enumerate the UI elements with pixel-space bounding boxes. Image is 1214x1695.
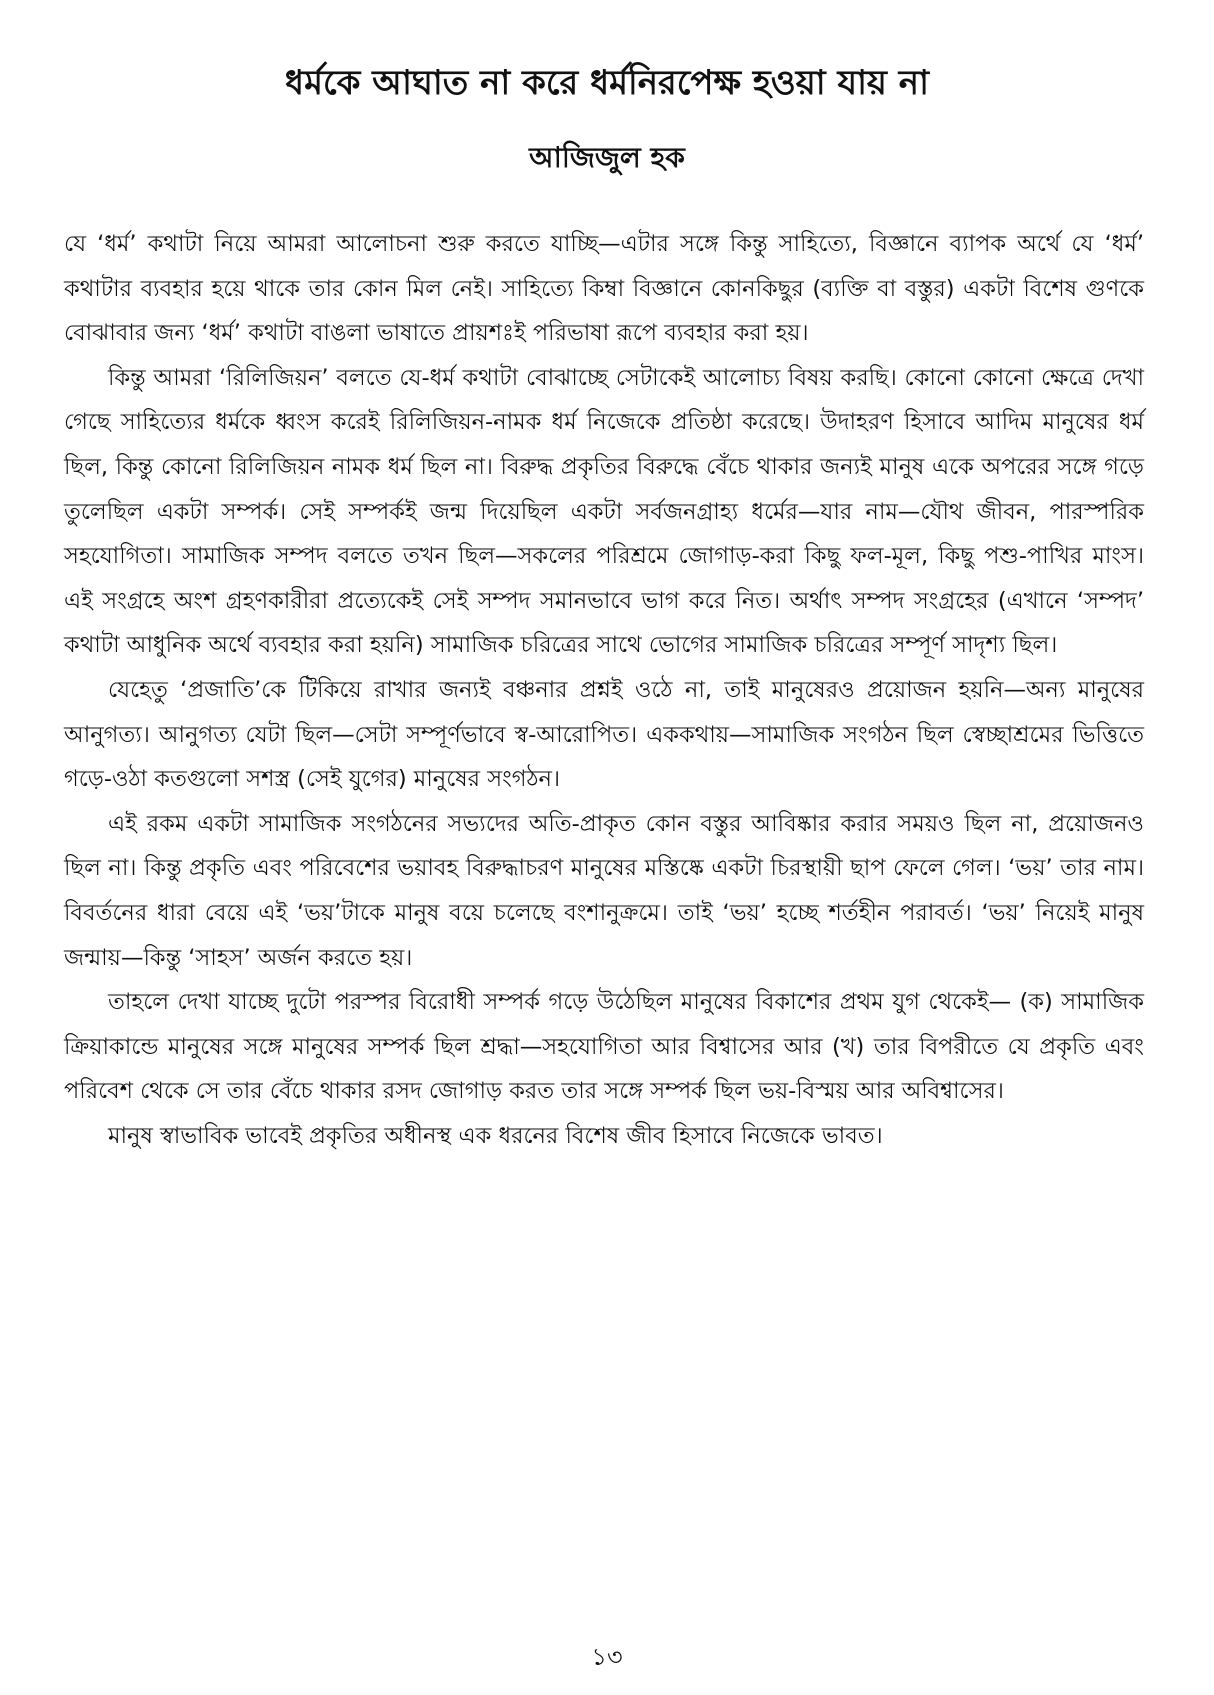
article-title: ধর্মকে আঘাত না করে ধর্মনিরপেক্ষ হওয়া যায় না [285, 63, 929, 103]
body-paragraph-4: এই রকম একটা সামাজিক সংগঠনের সভ্যদের অতি-প্রাকৃত কোন বস্তুর আবিষ্কার করার সময়ও ছিল না, প্রয়োজনও ছিল না। কিন্তু প্রকৃতি এবং পরিবেশের ভয়াবহ বিরুদ্ধাচরণ মানুষের মস্তিষ্কে একটা চিরস্থায়ী ছাপ ফেলে গেল। ‘ভয়’ তার নাম। বিবর্তনের ধারা বেয়ে এই ‘ভয়’টাকে মানুষ বয়ে চলেছে বংশানুক্রমে। তাই ‘ভয়’ হচ্ছে শর্তহীন পরাবর্ত। ‘ভয়’ নিয়েই মানুষ জন্মায়—কিন্তু ‘সাহস’ অর্জন করতে হয়। [64, 810, 1144, 971]
article-author: আজিজুল হক [529, 141, 685, 174]
body-paragraph-3: যেহেতু ‘প্রজাতি’কে টিকিয়ে রাখার জন্যই বঞ্চনার প্রশ্নই ওঠে না, তাই মানুষেরও প্রয়োজন হয়নি—অন্য মানুষের আনুগত্য। আনুগত্য যেটা ছিল—সেটা সম্পূর্ণভাবে স্ব-আরোপিত। এককথায়—সামাজিক সংগঠন ছিল স্বেচ্ছাশ্রমের ভিত্তিতে গড়ে-ওঠা কতগুলো সশস্ত্র (সেই যুগের) মানুষের সংগঠন। [64, 676, 1144, 793]
body-paragraph-5: তাহলে দেখা যাচ্ছে দুটো পরস্পর বিরোধী সম্পর্ক গড়ে উঠেছিল মানুষের বিকাশের প্রথম যুগ থেকেই— (ক) সামাজিক ক্রিয়াকান্ডে মানুষের সঙ্গে মানুষের সম্পর্ক ছিল শ্রদ্ধা—সহযোগিতা আর বিশ্বাসের আর (খ) তার বিপরীতে যে প্রকৃতি এবং পরিবেশ থেকে সে তার বেঁচে থাকার রসদ জোগাড় করত তার সঙ্গে সম্পর্ক ছিল ভয়-বিস্ময় আর অবিশ্বাসের। [64, 989, 1144, 1105]
body-paragraph-6: মানুষ স্বাভাবিক ভাবেই প্রকৃতির অধীনস্থ এক ধরনের বিশেষ জীব হিসাবে নিজেকে ভাবত। [108, 1122, 883, 1149]
page-number: ১৩ [591, 1643, 623, 1671]
body-paragraph-2: কিন্তু আমরা ‘রিলিজিয়ন’ বলতে যে-ধর্ম কথাটা বোঝাচ্ছে সেটাকেই আলোচ্য বিষয় করছি। কোনো কোনো ক্ষেত্রে দেখা গেছে সাহিত্যের ধর্মকে ধ্বংস করেই রিলিজিয়ন-নামক ধর্ম নিজেকে প্রতিষ্ঠা করেছে। উদাহরণ হিসাবে আদিম মানুষের ধর্ম ছিল, কিন্তু কোনো রিলিজিয়ন নামক ধর্ম ছিল না। বিরুদ্ধ প্রকৃতির বিরুদ্ধে বেঁচে থাকার জন্যই মানুষ একে অপরের সঙ্গে গড়ে তুলেছিল একটা সম্পর্ক। সেই সম্পর্কই জন্ম দিয়েছিল একটা সর্বজনগ্রাহ্য ধর্মের—যার নাম—যৌথ জীবন, পারস্পরিক সহযোগিতা। সামাজিক সম্পদ বলতে তখন ছিল—সকলের পরিশ্রমে জোগাড়-করা কিছু ফল-মূল, কিছু পশু-পাখির মাংস। এই সংগ্রহে অংশ গ্রহণকারীরা প্রত্যেকেই সেই সম্পদ সমানভাবে ভাগ করে নিত। অর্থাৎ সম্পদ সংগ্রহের (এখানে ‘সম্পদ’ কথাটা আধুনিক অর্থে ব্যবহার করা হয়নি) সামাজিক চরিত্রের সাথে ভোগের সামাজিক চরিত্রের সম্পূর্ণ সাদৃশ্য ছিল। [64, 364, 1144, 659]
body-paragraph-1: যে ‘ধর্ম’ কথাটা নিয়ে আমরা আলোচনা শুরু করতে যাচ্ছি—এটার সঙ্গে কিন্তু সাহিত্যে, বিজ্ঞানে ব্যাপক অর্থে যে ‘ধর্ম’ কথাটার ব্যবহার হয়ে থাকে তার কোন মিল নেই। সাহিত্যে কিম্বা বিজ্ঞানে কোনকিছুর (ব্যক্তি বা বস্তুর) একটা বিশেষ গুণকে বোঝাবার জন্য ‘ধর্ম’ কথাটা বাঙলা ভাষাতে প্রায়শঃই পরিভাষা রূপে ব্যবহার করা হয়। [64, 231, 1144, 347]
article-body [64, 222, 1144, 1158]
